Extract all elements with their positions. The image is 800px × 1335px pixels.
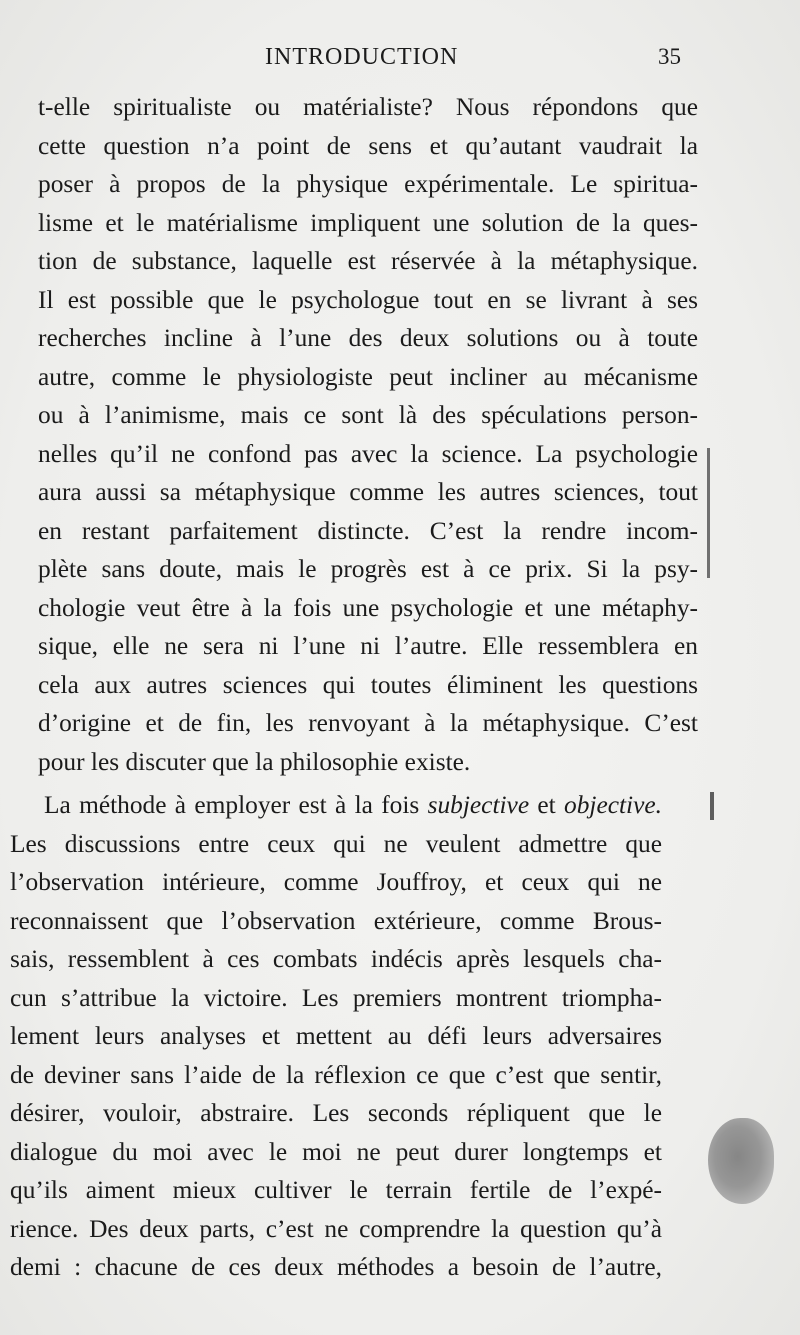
text-line: tion de substance, laquelle est réservée à la métaphysique. [38, 247, 698, 275]
text-line: aura aussi sa métaphysique comme les autres sciences, tout [38, 478, 698, 506]
italic-term: subjective [427, 791, 530, 819]
running-title: INTRODUCTION [265, 44, 459, 70]
text-line: lisme et le matérialisme impliquent une solution de la ques- [38, 208, 698, 237]
text-line: de deviner sans l’aide de la réflexion ce que c’est que sentir, [10, 1060, 662, 1089]
text-line: poser à propos de la physique expérimentale. Le spiritua- [38, 170, 698, 198]
text-line: sais, ressemblent à ces combats indécis après lesquels cha- [10, 945, 662, 973]
text-line [44, 786, 662, 825]
text-line: cun s’attribue la victoire. Les premiers montrent triompha- [10, 983, 662, 1012]
text-line: chologie veut être à la fois une psychologie et une métaphy- [38, 593, 698, 622]
text-line: en restant parfaitement distincte. C’est la rendre incom- [38, 516, 698, 545]
text-line: l’observation intérieure, comme Jouffroy, et ceux qui ne [10, 868, 662, 896]
text-line: t-elle spiritualiste ou matérialiste? Nous répondons que [38, 93, 698, 121]
text-line: cette question n’a point de sens et qu’autant vaudrait la [38, 131, 698, 160]
italic-term: objective. [564, 791, 662, 819]
text-line: lement leurs analyses et mettent au défi leurs adversaires [10, 1022, 662, 1050]
text-line: dialogue du moi avec le moi ne peut durer longtemps et [10, 1137, 662, 1166]
text-line: ou à l’animisme, mais ce sont là des spéculations person- [38, 401, 698, 429]
text-line: Les discussions entre ceux qui ne veulent admettre que [10, 829, 662, 858]
text-line: pour les discuter que la philosophie existe. [38, 747, 471, 776]
page-header [0, 44, 800, 84]
text-line: plète sans doute, mais le progrès est à ce prix. Si la psy- [38, 555, 698, 583]
text-line: d’origine et de fin, les renvoyant à la métaphysique. C’est [38, 709, 698, 737]
text-line: Il est possible que le psychologue tout en se livrant à ses [38, 285, 698, 314]
text-line: demi : chacune de ces deux méthodes a besoin de l’autre, [10, 1253, 662, 1281]
text-run: La méthode à employer est à la fois [44, 791, 428, 819]
text-run: et [529, 791, 565, 819]
text-line: désirer, vouloir, abstraire. Les seconds répliquent que le [10, 1099, 662, 1127]
text-line: cela aux autres sciences qui toutes éliminent les questions [38, 670, 698, 699]
text-line: reconnaissent que l’observation extérieure, comme Brous- [10, 906, 662, 935]
text-line: autre, comme le physiologiste peut incliner au mécanisme [38, 362, 698, 391]
text-line: sique, elle ne sera ni l’une ni l’autre. Elle ressemblera en [38, 632, 698, 660]
text-line: rience. Des deux parts, c’est ne comprendre la question qu’à [10, 1214, 662, 1243]
text-line: qu’ils aiment mieux cultiver le terrain fertile de l’expé- [10, 1176, 662, 1204]
margin-mark [710, 792, 714, 820]
ink-stain [708, 1118, 774, 1204]
text-line: recherches incline à l’une des deux solutions ou à toute [38, 324, 698, 352]
page-number: 35 [658, 44, 681, 69]
margin-mark [707, 448, 710, 578]
text-line: nelles qu’il ne confond pas avec la science. La psychologie [38, 439, 698, 468]
